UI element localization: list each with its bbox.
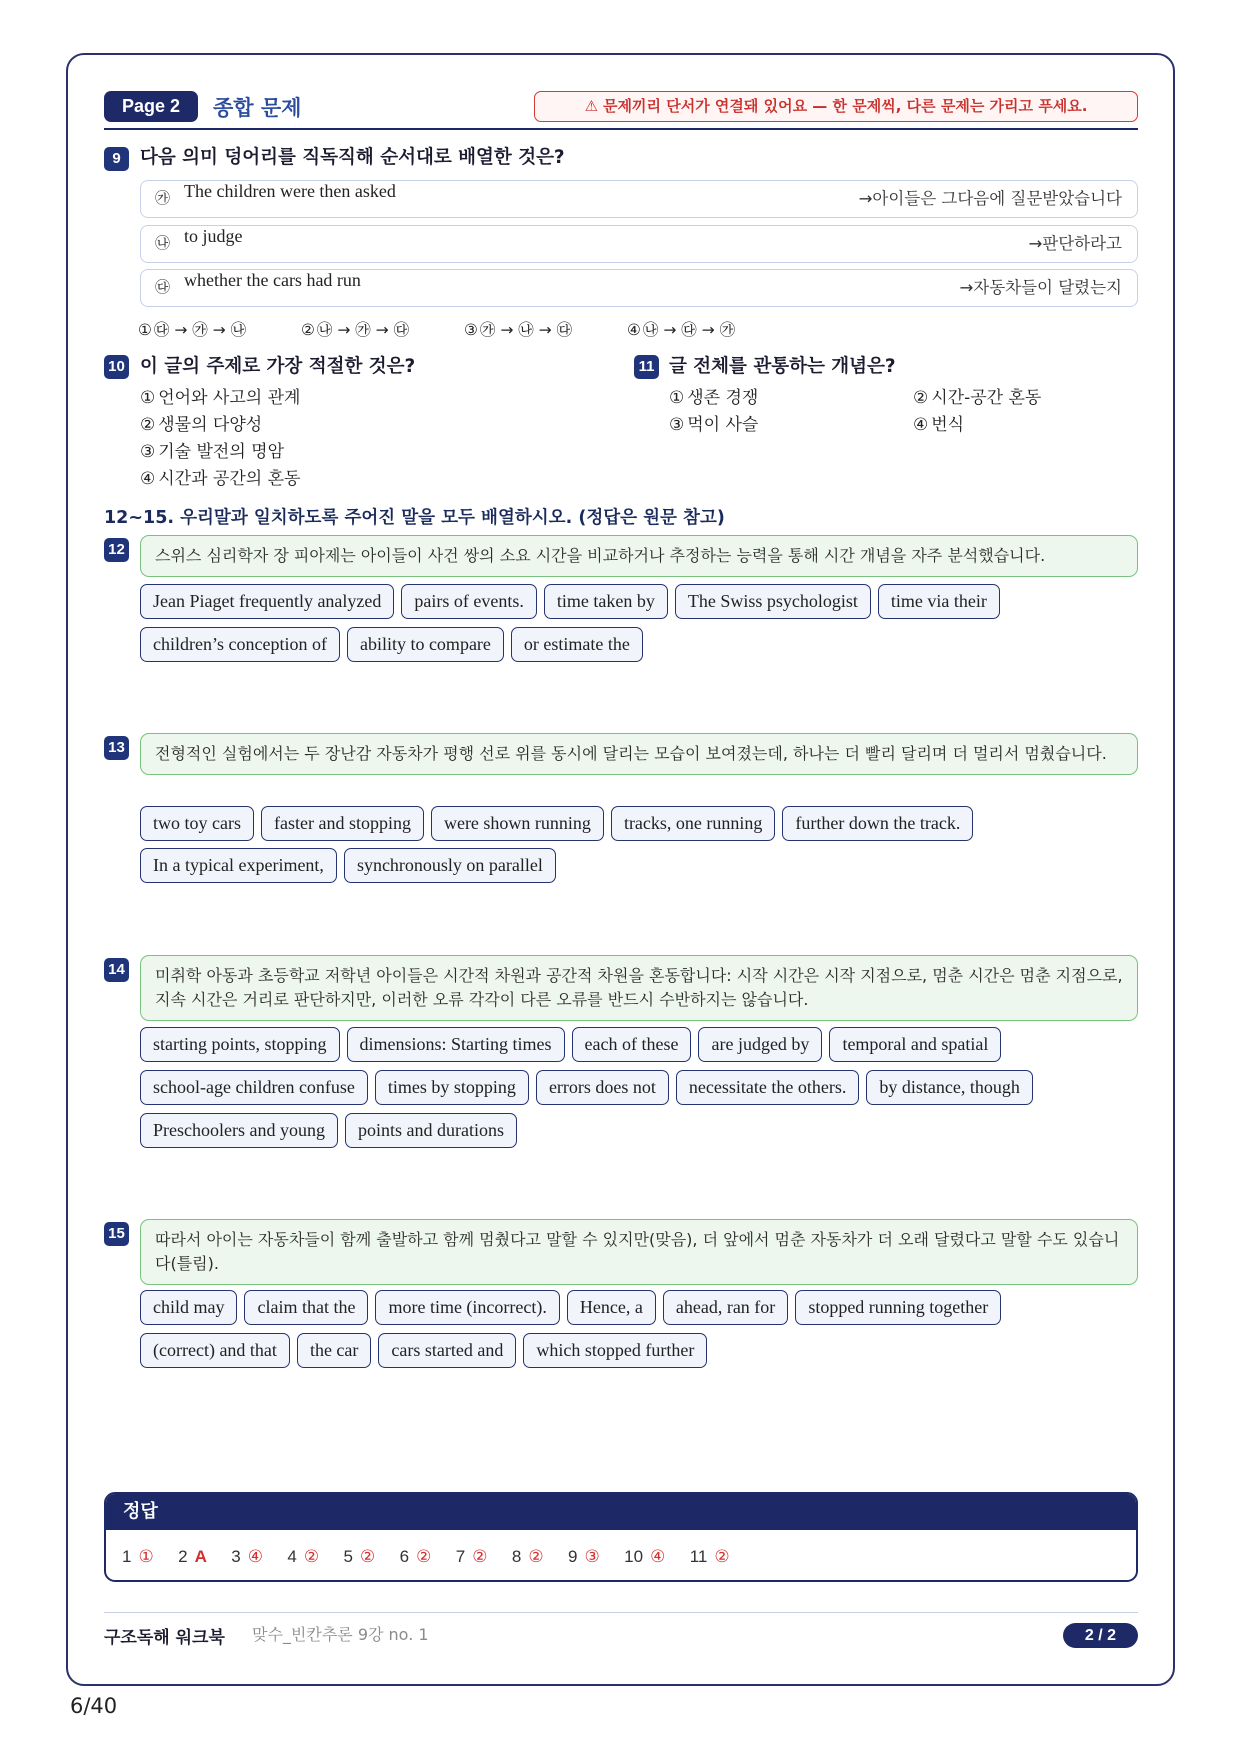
answer-key [104,1492,1138,1582]
word-chip: ahead, ran for [663,1290,788,1325]
warning-notice [534,91,1138,122]
word-chip: more time (incorrect). [375,1290,559,1325]
option-number: ③ [140,442,156,462]
question-number-badge: 11 [634,355,659,379]
korean-translation-box: 따라서 아이는 자동차들이 함께 출발하고 함께 멈췄다고 말할 수 있지만(맞음), 더 앞에서 멈춘 자동차가 더 오래 달렸다고 말할 수도 있습니다(틀림). [140,1219,1138,1285]
answer-item [512,1544,544,1570]
word-chip: are judged by [698,1027,822,1062]
chunk-marker: ㉮ [155,189,171,207]
answer-value: ① [138,1547,154,1567]
word-chip: each of these [572,1027,692,1062]
choice-number: ④ [627,321,641,339]
choice-option [301,318,464,342]
choice-order: ㉯ → ㉰ → ㉮ [642,321,736,339]
word-chip: The Swiss psychologist [675,584,871,619]
choice-option [138,318,301,342]
choice-order: ㉮ → ㉯ → ㉰ [479,321,573,339]
word-chip: two toy cars [140,806,254,841]
answer-item [568,1544,600,1570]
word-chip: synchronously on parallel [344,848,556,883]
q9-choices [138,318,790,342]
warning-icon: ⚠ [584,97,599,115]
answer-value: ② [714,1547,730,1567]
choice-order: ㉯ → ㉮ → ㉰ [316,321,410,339]
chunk-row [140,269,1138,307]
word-chip: the car [297,1333,371,1368]
answer-option [140,385,300,412]
answer-question-number: 6 [399,1547,410,1566]
word-chip: Preschoolers and young [140,1113,338,1148]
word-chip-row [140,1290,1001,1325]
answer-item [456,1544,488,1570]
word-chip: claim that the [244,1290,368,1325]
answer-key-title: 정답 [106,1494,1136,1530]
answer-value: ② [528,1547,544,1567]
choice-option [627,318,790,342]
option-text: 번식 [931,415,965,435]
question-title: 다음 의미 덩어리를 직독직해 순서대로 배열한 것은? [140,147,565,168]
question-number-badge: 15 [104,1222,129,1246]
answer-option [140,466,300,493]
word-chip: (correct) and that [140,1333,290,1368]
choice-order: ㉰ → ㉮ → ㉯ [153,321,247,339]
question-title: 글 전체를 관통하는 개념은? [669,356,896,377]
word-chip: children’s conception of [140,627,340,662]
word-chip-row [140,806,973,841]
chunk-korean: →자동차들이 달렸는지 [959,278,1122,297]
option-text: 시간과 공간의 혼동 [158,469,301,489]
section-title: 종합 문제 [213,96,302,120]
answer-value: ④ [650,1547,666,1567]
choice-number: ② [301,321,315,339]
option-number: ④ [140,469,156,489]
answer-question-number: 10 [624,1547,644,1566]
answer-option [669,385,758,412]
word-chip: temporal and spatial [829,1027,1001,1062]
word-chip: Jean Piaget frequently analyzed [140,584,394,619]
answer-item [122,1544,154,1570]
answer-option [140,439,284,466]
answer-question-number: 11 [689,1547,708,1566]
option-number: ① [140,388,156,408]
answer-value: ③ [584,1547,600,1567]
korean-translation-box: 스위스 심리학자 장 피아제는 아이들이 사건 쌍의 소요 시간을 비교하거나 추정하는 능력을 통해 시간 개념을 자주 분석했습니다. [140,535,1138,577]
option-number: ③ [669,415,685,435]
answer-question-number: 4 [287,1547,297,1566]
question-number-badge: 13 [104,736,129,760]
chunk-english: whether the cars had run [184,270,361,290]
chunk-marker: ㉯ [155,234,171,252]
option-text: 먹이 사슬 [687,415,759,435]
chunk-row [140,225,1138,263]
word-chip: Hence, a [567,1290,656,1325]
answer-item [624,1544,665,1570]
answer-item [231,1544,263,1570]
footer-divider [104,1612,1138,1613]
answer-question-number: 7 [455,1547,466,1566]
word-chip: dimensions: Starting times [347,1027,565,1062]
chunk-korean: →판단하라고 [1028,234,1122,253]
chunk-english: The children were then asked [184,181,396,201]
option-text: 시간-공간 혼동 [931,388,1042,408]
answer-question-number: 1 [122,1547,132,1566]
word-chip: time via their [878,584,1000,619]
option-number: ② [913,388,929,408]
word-chip: or estimate the [511,627,643,662]
answer-question-number: 9 [568,1547,578,1566]
answer-item [287,1544,319,1570]
chunk-row [140,180,1138,218]
answer-item [400,1544,432,1570]
korean-translation-box: 전형적인 실험에서는 두 장난감 자동차가 평행 선로 위를 동시에 달리는 모습이 보여졌는데, 하나는 더 빨리 달리며 더 멀리서 멈췄습니다. [140,733,1138,775]
option-text: 생존 경쟁 [687,388,759,408]
word-chip: points and durations [345,1113,517,1148]
question-title: 이 글의 주제로 가장 적절한 것은? [140,356,416,377]
answer-item [344,1544,376,1570]
answer-option [669,412,758,439]
word-chip-row [140,1113,517,1148]
chunk-marker: ㉰ [155,278,171,296]
answer-list [122,1544,749,1570]
word-chip: which stopped further [523,1333,707,1368]
word-chip: cars started and [378,1333,516,1368]
word-chip: In a typical experiment, [140,848,337,883]
warning-text: 문제끼리 단서가 연결돼 있어요 — 한 문제씩, 다른 문제는 가리고 푸세요. [603,97,1088,115]
answer-value: ② [303,1547,320,1567]
arrange-instruction: 12~15. 우리말과 일치하도록 주어진 말을 모두 배열하시오. (정답은 원문 참고) [104,508,725,528]
answer-item [178,1544,207,1570]
word-chip: starting points, stopping [140,1027,340,1062]
choice-number: ③ [464,321,478,339]
answer-question-number: 3 [231,1547,241,1566]
word-chip-row [140,627,643,662]
question-number-badge: 12 [104,538,129,562]
word-chip: stopped running together [795,1290,1001,1325]
word-chip: times by stopping [375,1070,529,1105]
korean-translation-box: 미취학 아동과 초등학교 저학년 아이들은 시간적 차원과 공간적 차원을 혼동합니다: 시작 시간은 시작 지점으로, 멈춘 시간은 멈춘 지점으로, 지속 시간은 거리로 판단하지만, 이러한 오류 각각이 다른 오류를 반드시 수반하지는 않습니다. [140,955,1138,1021]
word-chip: errors does not [536,1070,669,1105]
answer-value: ② [472,1547,488,1567]
answer-value: A [194,1547,207,1566]
answer-item [690,1544,730,1570]
word-chip: time taken by [544,584,668,619]
option-number: ④ [913,415,929,435]
question-number-badge: 14 [104,958,129,982]
word-chip-row [140,848,556,883]
word-chip: school-age children confuse [140,1070,368,1105]
workbook-subtitle: 맞수_빈칸추론 9강 no. 1 [252,1625,429,1644]
document-page-counter: 6/40 [70,1694,118,1718]
question-number-badge: 10 [104,355,129,379]
answer-question-number: 5 [343,1547,353,1566]
answer-value: ② [360,1547,376,1567]
answer-question-number: 8 [511,1547,522,1566]
option-text: 생물의 다양성 [158,415,263,435]
word-chip-row [140,1070,1033,1105]
word-chip: further down the track. [782,806,973,841]
word-chip: tracks, one running [611,806,775,841]
word-chip: ability to compare [347,627,504,662]
word-chip-row [140,584,1000,619]
option-number: ② [140,415,156,435]
option-text: 언어와 사고의 관계 [158,388,301,408]
choice-number: ① [138,321,152,339]
question-number-badge: 9 [104,147,129,171]
chunk-english: to judge [184,226,243,246]
answer-value: ④ [247,1547,263,1567]
workbook-title: 구조독해 워크북 [104,1628,225,1648]
answer-option [913,412,964,439]
answer-option [140,412,262,439]
answer-question-number: 2 [178,1547,188,1566]
word-chip: pairs of events. [401,584,536,619]
word-chip: faster and stopping [261,806,424,841]
option-number: ① [669,388,685,408]
option-text: 기술 발전의 명암 [158,442,285,462]
word-chip: necessitate the others. [676,1070,859,1105]
page-badge: Page 2 [104,91,198,122]
word-chip: child may [140,1290,237,1325]
word-chip-row [140,1027,1001,1062]
word-chip: were shown running [431,806,604,841]
page-of-total-badge: 2 / 2 [1063,1623,1138,1648]
answer-value: ② [416,1547,432,1567]
choice-option [464,318,627,342]
chunk-korean: →아이들은 그다음에 질문받았습니다 [858,189,1122,208]
header-divider [104,128,1138,130]
word-chip: by distance, though [866,1070,1032,1105]
answer-option [913,385,1041,412]
word-chip-row [140,1333,707,1368]
